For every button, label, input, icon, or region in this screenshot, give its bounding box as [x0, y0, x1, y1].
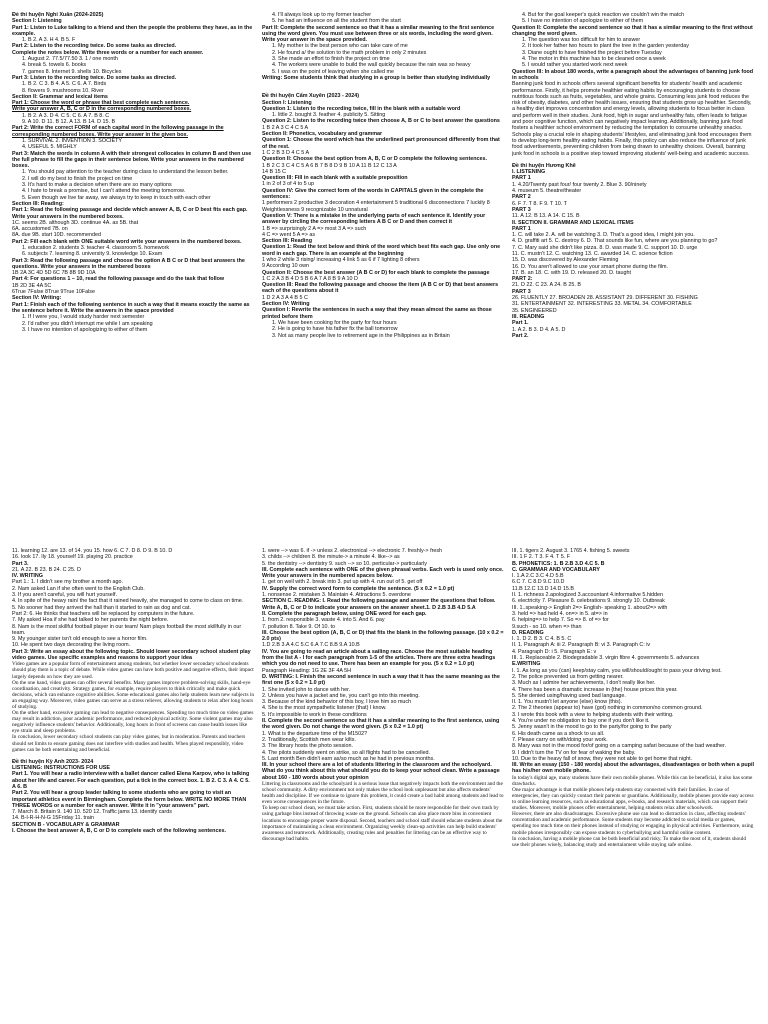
- text-line: 5. I have no intention of apologize to either of them: [522, 18, 644, 25]
- text-line: 3. I wrote this book with a view to helping students with their writing.: [512, 711, 674, 718]
- text-line: Question IV: Give the correct form of the words in CAPITALS given in the complete the sentences:: [262, 187, 484, 201]
- text-line: 3. childs --> children 8. the minute-> a minute 4. like--> as: [262, 554, 400, 561]
- text-line: 3. Not as many people live to retirement age in the Philippines as in Britain: [272, 332, 450, 339]
- page-gap: [0, 512, 768, 540]
- text-line: 4. museum 5. theatre/theater: [512, 188, 582, 195]
- text-line: E.WRITING: [512, 661, 541, 668]
- text-line: Write your answer A, B, C or D in the corresponding numbered boxes.: [12, 106, 192, 113]
- text-line: PART 2: [512, 194, 531, 201]
- text-line: I. 1.A 2.C 3.C 4.D 5.B: [512, 573, 564, 580]
- text-line: Section II: Grammar and lexical items: [12, 93, 108, 100]
- text-line: 1. were --> was 6. if -> unless 2. electronical --> electronic 7. freshly-> fresh: [262, 548, 443, 554]
- text-line: 17. B. an 18. C. with 19. D. released 20. D. taught: [512, 269, 631, 276]
- text-line: Banning junk food in schools offers several significant benefits for students' health and academic performance. Firstly, it helps promote healthier eating habits by encouraging students to choose nutritious foods such as fruits, vegetables, and whole grains. Consuming less junk food reduces the risk of obesity, diabetes, and other health issues, ensuring that students grow up healthier. Secondly, a healthy diet improves concentration and energy levels, allowing students to focus better in class and perform well in their studies. Junk food, high in sugar and unhealthy fats, often leads to fatigue and poor cognitive function, which can negatively impact learning. Additionally, banning junk food fosters a healthier school environment by reducing the temptation to consume unhealthy snacks. Schools play a crucial role in shaping students' lifestyles, and eliminating junk food encourages them to develop long-term healthy eating habits. Finally, this policy can also reduce the influence of junk food advertisements, preventing children from being drawn to unhealthy choices. Overall, banning junk food in schools is a positive step toward improving students' well-being and academic success.: [512, 81, 752, 157]
- text-line: I. 1. D 2. B 3. C 4. B 5. C: [512, 636, 572, 643]
- text-line: III. 1..speaking-> English 2=> English- speaking 1. about2=> with: [512, 604, 668, 611]
- text-line: 2. Traditionally, Scottish men wear kilts.: [262, 736, 356, 743]
- text-line: B. PHONETICS: 1. B 2.B 3.D 4.C 5. B: [512, 560, 605, 567]
- text-line: 2. The 2 theories (appear to) have (got) nothing in common/no common ground.: [512, 705, 703, 712]
- text-line: Part 2. You will hear a group leader talking to some students who are going to visit an important athletics event in Birmingham. Complete the form below. WRITE NO MORE THAN THREE WORDS or a number for each answer. Write it in "your answers" part.: [12, 790, 247, 809]
- text-line: 1 who 2 while 3 rising/ increasing 4 link 5 as 6 if 7 lighting 8 others: [262, 256, 420, 263]
- text-line: 35. ENGINEERED: [512, 307, 557, 314]
- text-line: 2. It took her father two hours to plant the tree in the garden yesterday: [522, 43, 689, 50]
- text-line: 5. I was on the point of leaving when she called me: [272, 68, 394, 75]
- text-line: 4. I hate to break a promise, but I can't attend the meeting tomorrow.: [22, 188, 186, 195]
- text-line: 5. I would rather you started work next week: [522, 62, 628, 69]
- text-line: 1. nonsense 2. mistaken 3. Maintain 4. Attractions 5. overdone: [262, 592, 411, 599]
- text-line: Part 3: Listen to the recording twice. Do some tasks as directed.: [12, 74, 177, 81]
- text-line: 9. My younger sister isn't old enough to see a horror film.: [12, 636, 148, 643]
- text-line: C. GRAMMAR AND VOCABULARY: [512, 566, 600, 573]
- text-line: LISTENING: INSTRUCTIONS FOR USE: [12, 765, 110, 772]
- document-page-bottom: [0, 540, 768, 1024]
- text-line: 1. If I were you, I would study harder next semester: [22, 314, 145, 321]
- text-line: 26. FLUENTLY 27. BROADEN 28. ASSISTANT 29. DIFFERENT 30. FISHING: [512, 295, 698, 302]
- text-line: Question III: Fill in each blank with a suitable preposition: [262, 175, 408, 182]
- text-line: III. 1. Replaceable 2. Biodegradable 3. virgin fibre 4. governments 5. advances: [512, 655, 700, 662]
- text-line: 16. D. You aren't allowed to use your smart phone during the film.: [512, 263, 668, 270]
- text-line: 8. Mary was not in the mood for/of going on a camping safari because of the bad weather.: [512, 743, 726, 750]
- text-line: 9.such - so 10. when => than: [512, 623, 582, 630]
- text-line: Question 1: Choose the word which has the underlined part pronounced differently from that of the rest.: [262, 137, 500, 150]
- text-line: IV. Supply the correct word form to complete the sentence. (5 x 0.2 = 1.0 pt): [262, 585, 455, 592]
- text-line: Part 2: Fill each blank with ONE suitable word write your answers in the numbered boxes.: [12, 238, 242, 245]
- text-line: 4. You're under no obligation to buy one if you don't like it.: [512, 718, 650, 725]
- text-line: 4. The motor in this machine has to be cleaned once a week: [522, 56, 666, 63]
- text-line: III. READING: [512, 313, 545, 320]
- text-line: 14. B-I-R-H-N-G 15Friday 11. train: [12, 815, 94, 822]
- text-line: 1 in 2 of 3 of 4 to 5 up: [262, 181, 315, 188]
- text-line: 7. pollution 8. Take 9. Of 10. to: [262, 623, 336, 630]
- text-line: 7. My asked Hoa if she had talked to her parents the night before.: [12, 617, 169, 624]
- text-line: 4. There has been a dramatic increase in (the) house prices this year.: [512, 686, 678, 693]
- text-line: 6. helping=> to help 7. So => 8. of => for: [512, 617, 609, 624]
- text-line: 1B 2A 3C 4D 5D 6C 7B 8B 9D 10A: [12, 270, 96, 277]
- text-line: 1. from 2. responsible 3. waste 4. into 5. And 6. pay: [262, 617, 385, 624]
- text-line: II. 1. Paragraph A: iii 2. Paragraph B: vi 3. Paragraph C: iv: [512, 642, 651, 649]
- text-line: 10. Due to the heavy fall of snow, they were not able to get home that night.: [512, 755, 693, 762]
- text-line: In conclusion, having a mobile phone can be both beneficial and risky. To make the most of it, students should use their phones wisely, balancing study and entertainment while staying safe online.: [512, 835, 746, 848]
- text-line: Part 2: Write the correct FORM of each capital word in the following passage in the corresponding numbered boxes. Write your answer in the given box.: [12, 125, 224, 138]
- text-line: Section I: Listening: [262, 99, 312, 106]
- text-line: D. READING: [512, 629, 544, 636]
- text-line: 1. August 2. 77.5/77.50 3. 1 / one month: [22, 56, 118, 63]
- text-line: In today's digital age, many students have their own mobile phones. While this can be beneficial, it also has some drawbacks.: [512, 774, 753, 787]
- text-line: Question 1: Read the text below and think of the word which best fits each gap. Use only one word in each gap. There is an example at the beginning: [262, 244, 501, 257]
- text-line: 1. education 2. students 3. teacher 4. classroom 5. homework: [22, 244, 170, 251]
- text-line: 6True 7False 8True 9True 10False: [12, 289, 95, 296]
- text-line: 3. The library hosts the photo session.: [262, 743, 353, 750]
- text-line: 1. 4.20/Twenty past four/ four twenty 2. Blue 3. 90/ninety: [512, 181, 647, 188]
- text-line: Section IV: Writing:: [12, 295, 62, 302]
- text-line: 2. I will do my best to finish the project on time: [22, 175, 133, 182]
- text-line: Writing: Some students think that studying in a group is better than studying individually: [262, 74, 491, 81]
- text-line: 8. Nam is the most skillful football player in our team/ Nam plays football the most skillfully in our team.: [12, 623, 242, 636]
- text-line: 1 B 2 C 3 C 4 C 5 A 6 B 7 B 8 D 9 B 10 A 11 B 12 C 13 A: [262, 162, 397, 169]
- text-line: One major advantage is that mobile phones help students stay connected with their families. In case of emergencies, they can quickly contact their parents or guardians. Additionally, mobile phones provide easy access to online learning resources, such as educational apps, e-books, and research materials, which can support their studies. Moreover, mobile phones offer entertainment, helping students relax after schoolwork.: [512, 786, 754, 812]
- text-line: 10. He spent two days decorating the living room.: [12, 642, 131, 649]
- text-line: 8A. due 9B. start 10D. recommended: [12, 232, 101, 239]
- text-line: 6. F 7. T 8. F 9. T 10. T: [512, 200, 567, 207]
- text-line: Part 1.: [512, 320, 529, 327]
- text-line: PART 1: [512, 225, 531, 232]
- text-line: On the other hand, excessive gaming can lead to negative consequences. Spending too much time on video games may result in addiction, poor academic performance, and reduced physical activity. Some violent games may also negatively influence students' behavior. Additionally, long hours in front of screens can cause health issues like eye strain and sleep problems.: [12, 710, 254, 735]
- text-line: 1. What is the departure time of the M1502?: [262, 730, 368, 737]
- text-line: To keep our school clean, we must take action. First, students should be more responsible for their own trash by using garbage bins instead of throwing waste on the ground. Schools can also place more bins in convenient locations to encourage proper waste disposal. Second, teachers and school staff should educate students about the importance of maintaining a clean environment. Organizing weekly clean-up activities can help build students' awareness and teamwork. Additionally, creating rules and penalties for littering can be an effective way to discourage bad habits.: [262, 805, 503, 842]
- text-line: Paragraph Heading: 1G 2E 3F 4A 5H: [262, 667, 352, 674]
- text-line: Video games are a popular form of entertainment among students, but whether lower secondary school students should play them is a topic of debate. While video games can have both positive and negative effects, their impact largely depends on how they are used.: [12, 661, 254, 680]
- text-line: 7. C. Mary said she didn't like pizza. 8. D. was made 9. C. support 10. D. urge: [512, 244, 698, 251]
- text-line: 16. look 17. lly 18. yourself 19. playing 20. practice: [12, 554, 133, 561]
- text-line: I. 1. As long as you (can) keep/stay calm, you will/should/ought to pass your driving test.: [512, 667, 722, 674]
- text-line: 8. flowers 9. mushrooms 10. River: [22, 87, 104, 94]
- text-line: 3. Much as I admire her achievements, I don't really like her.: [512, 680, 656, 687]
- text-line: 1. A 2. B 3. D 4. A 5. D: [512, 326, 566, 333]
- text-line: SECTION C. READING: I. Read the following passage and answer the questions that follow. Write A, B, C or D to indicate your answers on the answer sheet.1. D 2.B 3.B 4.D 5.A: [262, 598, 496, 611]
- column-4: [12, 548, 254, 1022]
- text-line: 3. held => had held 4. on=> in 5. at=> in: [512, 610, 608, 617]
- text-line: 21. D 22. C 23. A 24. B 25. B: [512, 282, 581, 289]
- text-line: Part 1: Finish each of the following sentence in such a way that it means exactly the same as the sentence before it. Write the answers in the space provided: [12, 301, 250, 314]
- text-line: 5. Jenny wasn't in the mood to go to the party/for going to the party: [512, 724, 672, 731]
- text-line: II. 1. You mustn't let anyone (else) know (this).: [512, 699, 623, 706]
- text-line: PART 3: [512, 288, 531, 295]
- text-line: Part 2: Listen to the recording twice. Do some tasks as directed.: [12, 43, 177, 50]
- text-line: III. Complete each sentence with ONE of the given phrasal verbs. Each verb is used only once. Write your answers in the numbered spaces below.: [262, 566, 504, 580]
- column-6: [512, 548, 754, 1022]
- text-line: 5. It's impossible to work in these conditions: [262, 711, 367, 718]
- text-line: II. Complete the paragraph below, using ONE word for each gap.: [262, 610, 427, 617]
- text-line: Part 2: 6. He thinks that teachers will be replaced by computers in the future.: [12, 610, 195, 617]
- text-line: Part 3: Write an essay about the following topic. Should lower secondary school student play video games. Use specific examples and reasons to support your idea: [12, 648, 251, 662]
- text-line: 1. B 2. A 3. H 4. B 5. F: [22, 37, 76, 44]
- text-line: Part 2.: [512, 332, 529, 339]
- text-line: 3. Diane ought to have finished the project before Tuesday: [522, 49, 662, 56]
- text-line: III. Choose the best option (A, B, C or D) that fits the blank in the following passage. (10 x 0.2 = 2.0 pts): [262, 629, 504, 643]
- text-line: 11. learning 12. are 13. of 14. you 15. how 6. C 7. D 8. D 9. B 10. D: [12, 548, 173, 554]
- text-line: 6. subjects 7. learning 8. university 9. knowledge 10. Exam: [22, 251, 163, 258]
- text-line: 4. The pilots suddenly went on strike, so all flights had to be cancelled.: [262, 749, 431, 756]
- text-line: II. SECTION II. GRAMMAR AND LEXICAL ITEMS: [512, 219, 634, 226]
- text-line: I. LISTENING: [512, 169, 546, 176]
- text-line: 1. The question was too difficult for him to answer: [522, 37, 641, 44]
- text-line: 1. get on well with 2. break into 3. put up with 4. run out of 5. get off: [262, 579, 423, 586]
- text-line: 4. I'll always look up to my former teacher: [272, 12, 371, 18]
- text-line: Question III: Read the following passage and choose the item (A B C or D) that best answers each of the questions about it: [262, 282, 499, 295]
- text-line: Đề thi huyện Cẩm Xuyên (2023 - 2024): [262, 93, 360, 100]
- column-2: [262, 12, 504, 508]
- text-line: Section III: Reading: [262, 238, 313, 245]
- text-line: Part 1: Choose the word or phrase that best complete each sentence.: [12, 100, 190, 107]
- text-line: 2. Nam asked Lan if she often went to the English Club.: [12, 585, 145, 592]
- text-line: 4. In spite of the heavy rain/ the fact that it rained heavily, she managed to come to class on time.: [12, 598, 244, 605]
- text-line: Littering in classrooms and the schoolyard is a serious issue that negatively impacts both the environment and the school community. A dirty environment not only makes the school look unpleasant but also affects students' health and discipline. If we continue to ignore this problem, it could create a bad habit among students and lead to even worse consequences in the future.: [262, 780, 504, 806]
- text-line: 4. break 5. towels 6. books: [22, 62, 87, 69]
- text-line: 4. D. graffiti art 5. C. destroy 6. D. That sounds like fun, where are you planning to go?: [512, 238, 718, 245]
- text-line: I. Choose the best answer A, B, C or D to complete each of the following sentences.: [12, 828, 226, 835]
- text-line: 4. But for the goal keeper's quick reaction we couldn't win the match: [522, 12, 685, 18]
- text-line: On the one hand, video games can offer several benefits. Many games improve problem-solving skills, hand-eye coordination, and creativity. Strategy games, for example, require players to think critically and make quick decisions, which can enhance cognitive abilities. Some educational games also help students learn new subjects in an engaging way. Moreover, video games can serve as a stress reliever, allowing students to relax after long hours of studying.: [12, 679, 254, 710]
- text-line: Section IV: Writing: [262, 301, 310, 308]
- text-line: 5. Last month Ben didn't earn as/so much as he had in previous months.: [262, 755, 435, 762]
- text-line: 14 B 15 C: [262, 168, 286, 175]
- text-line: II. 1. richness 2.apologized 3.accountant 4.informative 5.hidden: [512, 592, 664, 599]
- text-line: 5. he had an influence on all the student from the start: [272, 18, 401, 25]
- text-line: 1. B 2. A 3. D 4. C 5. C 6. A 7. B 8. C: [22, 112, 110, 119]
- text-line: III. In your school there are a lot of students littering in the classroom and the schoolyard. What do you think about this what should you do to keep your school clean. Write a passage about 160 - 180 words about your opinion: [262, 762, 500, 781]
- text-line: Question II: Choose the best answer (A B C or D) for each blank to complete the passage: [262, 269, 490, 276]
- text-line: Part 3: Match the words in column A with their strongest collocates in column B and then use the full phrase to fill the gaps in their sentence below. Write your answers in the numbered boxes.: [12, 150, 252, 170]
- text-line: Complete the notes below. Write three words or a number for each answer.: [12, 49, 204, 56]
- text-line: Section III: Reading:: [12, 200, 64, 207]
- text-line: 6A. accustomed 7B. on: [12, 226, 68, 233]
- text-line: 1. She invited john to dance with her.: [262, 686, 351, 693]
- text-line: 7. games 8. Internet 9. shells 10. Bicycles: [22, 68, 122, 75]
- text-line: 4. The workers were unable to build the wall quickly because the rain was so heavy: [272, 62, 471, 69]
- text-line: 3. If you aren't careful, you will hurt yourself.: [12, 592, 117, 599]
- text-line: 2. I'd rather you didn't interrupt me while I am speaking: [22, 320, 153, 327]
- text-line: 1 D 2 A 3 A 4 B 5 C: [262, 294, 308, 301]
- text-line: Part 1. You will hear a radio interview with a ballet dancer called Elena Karpov, who is talking about her life and career. For each question, put a tick in the correct box. 1. B 2. C 3. A 4. C 5. A 6. B: [12, 771, 250, 790]
- column-3: [512, 12, 754, 508]
- text-line: Part 3: Read the following passage and choose the option A B C or D that best answers the questions. Write your answers in the numbered boxes: [12, 257, 245, 270]
- text-line: 1 C 2 A 3 B 4 D 5 B 6 A 7 A 8 B 9 A 10 D: [262, 275, 358, 282]
- text-line: Question II: Choose the best option from A, B, C or D complete the following sentences.: [262, 156, 488, 163]
- text-line: 1B 2D 3E 4A 5C: [12, 282, 52, 289]
- text-line: Section I: Listening: [12, 18, 62, 25]
- text-line: IV. You are going to read an article about a sailing race. Choose the most suitable heading from the list A - I for each paragraph from 1-5 of the articles. There are three extra headings which you do not need to use. There has been an example for you. (5 x 0.2 = 1.0 pt): [262, 648, 496, 668]
- text-line: 1. My mother is the best person who can take care of me: [272, 43, 408, 50]
- text-line: 9. A 10. D 11. B 12. A 13. B 14. D 15. B: [22, 119, 116, 126]
- text-line: Part II: Complete the second sentence so that it has a similar meaning to the first sentence using the word given. You must use between three or six words, including the word given. Write your answer in the space provided.: [262, 24, 495, 44]
- text-line: 3. It's hard to make a decision when there are so many options: [22, 182, 172, 189]
- text-line: 31. ENTERTAINMENT 32. INTERESTING 33. METAL 34. COMFORTABLE: [512, 301, 692, 308]
- text-line: 21. A 22. B 23. B 24. C 25. D: [12, 566, 81, 573]
- text-line: 2. Unless you have a jacket and tie, you can't go into this meeting.: [262, 692, 420, 699]
- text-line: 5. the dentistry --> dentistry 9. such --> so 10. perticular-> particularly: [262, 560, 427, 567]
- text-line: 11. A 12. B 13. A 14. C 15. B: [512, 213, 580, 220]
- text-line: II. Complete the second sentence so that it has a similar meaning to the first sentence, using the word given. Do not change the word given. (5 x 0.2 = 1.0 pt): [262, 718, 500, 731]
- text-line: Part 4: For questions 1 – 10, read the following passage and do the task that follow: [12, 276, 225, 283]
- text-line: 1. We have been cooking for the party for four hours: [272, 319, 397, 326]
- column-5: [262, 548, 504, 1022]
- text-line: PART 1: [512, 175, 531, 182]
- text-line: 1 B => surprisingly 2 A => most 3 A => such: [262, 225, 367, 232]
- text-line: III. 1 F 2. T 3. F 4. T 5. F: [512, 554, 571, 561]
- text-line: 1. B 2. C 3. B 4. A 5. C 6. A 7. Birds: [22, 81, 107, 88]
- text-line: Part 1: Listen to Luke talking to a friend and then the people the problems they have, as in the example.: [12, 24, 253, 37]
- text-line: In conclusion, lower secondary school students can play video games, but in moderation. Parents and teachers should set limits to ensure gaming does not interfere with studies and health. When played responsibly, video games can be both entertaining and beneficial.: [12, 734, 246, 753]
- text-line: 4. Paragraph D: i 5. Paragraph E: v: [512, 648, 597, 655]
- text-line: D. WRITING: I. Finish the second sentence in such a way that it has the same meaning as the first one (5 x 0.2 = 1.0 pt): [262, 673, 500, 687]
- text-line: However, there are also disadvantages. Excessive phone use can lead to distraction in class, affecting students' concentration and academic performance. Some students may become addicted to social media or games, spending too much time on their phones instead of studying or engaging in physical activities. Furthermore, using mobile phones irresponsibly can expose students to cyberbullying and harmful online content.: [512, 811, 754, 836]
- text-line: 1. little 2. bought 3. feather 4. publicity 5. Sitting: [272, 112, 386, 119]
- text-line: Question I: Rewrite the sentences in such a way that they mean almost the same as those printed before them: [262, 307, 492, 320]
- text-line: 6.C 7. C 8.D 9.C 10.D: [512, 579, 565, 586]
- text-line: Part 3.: [12, 560, 29, 567]
- text-line: 1. SURVIVAL 2. INVENTION 3. SOCIETY: [22, 137, 122, 144]
- text-line: 7. Please carry on with/doing your work.: [512, 736, 608, 743]
- text-line: 6. His death came as a shock to us all.: [512, 730, 605, 737]
- text-line: Question II: Complete the second sentence so that it has a similar meaning to the first without changing the word given.: [512, 24, 753, 37]
- text-line: 1. C. will take 2. A. will be watching 3. D. That's a good idea, I might join you.: [512, 232, 695, 239]
- text-line: PART 3: [512, 206, 531, 213]
- text-line: 3. Because of the kind behavior of this boy, I love him so much: [262, 699, 412, 706]
- text-line: 1 B 2 A 3 C 4 C 5 A: [262, 124, 309, 131]
- text-line: 6. electricity 7. Pleasure 8. celebrations 9. strongly 10. Outbreak: [512, 598, 665, 605]
- text-line: 7. March 8. Britain 9. 140 10. 520 12. Traffic jams 13. identify cards: [12, 809, 172, 816]
- text-line: 1C. seems 2B. although 3D. continue 4A. as 5B. that: [12, 219, 139, 226]
- text-line: 3. I have no intention of apologizing to either of them: [22, 326, 148, 333]
- text-line: PART 2:: [512, 276, 533, 283]
- text-line: 4. USEFUL 5. MIGHLY: [22, 144, 77, 151]
- text-line: Section II: Phonetics, vocabulary and grammar: [262, 131, 383, 138]
- text-line: 3. She made an effort to finish the project on time: [272, 56, 390, 63]
- text-line: Question V: There is a mistake in the underlying parts of each sentence it. Identify your answer by circling the corresponding letters A B C or D and then correct it: [262, 212, 486, 226]
- text-line: 4. She is the most sympathetic listener (that) I know.: [262, 705, 387, 712]
- text-line: 1 performers 2 productive 3 decoration 4 entertainment 5 traditional 6 disconnections 7 luckily 8 Weightlessness 9 recognizable 10 unnatural: [262, 200, 490, 213]
- text-line: SECTION B - VOCABULARY & GRAMMAR: [12, 821, 120, 828]
- column-1: [12, 12, 254, 508]
- text-line: 9. I didn't turn the TV on for fear of waking the baby.: [512, 749, 636, 756]
- text-line: Đề thi huyện Nghi Xuân (2024-2025): [12, 12, 104, 18]
- text-line: 1. You should pay attention to the teacher during class to understand the lesson better.: [22, 169, 229, 176]
- text-line: 11.B 12.C 13.D 14.D 15.B: [512, 585, 574, 592]
- text-line: 11. C. mustn't 12. C. watching 13. C. awarded 14. C. science fiction: [512, 250, 673, 257]
- text-line: IV. WRITING: [12, 573, 43, 580]
- text-line: Part 1: Read the following passage and decide which answer A, B, C or D best fits each gap. Write your answers in the numbered boxes.: [12, 207, 248, 220]
- text-line: III. 1. tigers 2. August 3. 1765 4. fishing 5. sweets: [512, 548, 630, 554]
- text-line: Question 2: Listen to the recording twice then choose A, B or C to best answer the questions: [262, 118, 500, 125]
- text-line: Part 1.: 1. I didn't see my brother a month ago.: [12, 579, 123, 586]
- text-line: 5. She denied using/having used bad language.: [512, 692, 626, 699]
- text-line: 1 C 2 B 3 D 4 C 5 A: [262, 149, 310, 156]
- text-line: 5. Even though we live far away, we always try to keep in touch with each other: [22, 194, 211, 201]
- text-line: 2. He found a/ the solution to the math problem in only 2 minutes: [272, 49, 427, 56]
- text-line: Đề thi huyện Kỳ Anh 2023- 2024: [12, 758, 94, 765]
- text-line: 4 C => went 5 A => as: [262, 231, 316, 238]
- text-line: Question 1: Listen to the recording twice, fill in the blank with a suitable word: [262, 105, 461, 112]
- text-line: 15. D. was discovered by Alexander Fleming: [512, 257, 619, 264]
- text-line: Đề thi huyện Hương Khê: [512, 162, 576, 169]
- text-line: III. Write an essay (150 - 180 words) about the advantages, disadvantages or both when a pupil has his/her own mobile phone.: [512, 762, 754, 775]
- text-line: 1.D 2.B 3.A 4.C 5.C 6.A 7.C 8.B 9.A 10.B: [262, 642, 360, 649]
- text-line: Question III: In about 180 words, write a paragraph about the advantages of banning junk food in schools: [512, 68, 754, 81]
- text-line: 5. No sooner had they arrived the hall than it started to rain as dog and cat.: [12, 604, 191, 611]
- text-line: 9 According 10 own: [262, 263, 310, 270]
- text-line: 2. The police prevented us from getting nearer.: [512, 673, 624, 680]
- text-line: 2. He is going to have his father fix the ball tomorrow: [272, 326, 398, 333]
